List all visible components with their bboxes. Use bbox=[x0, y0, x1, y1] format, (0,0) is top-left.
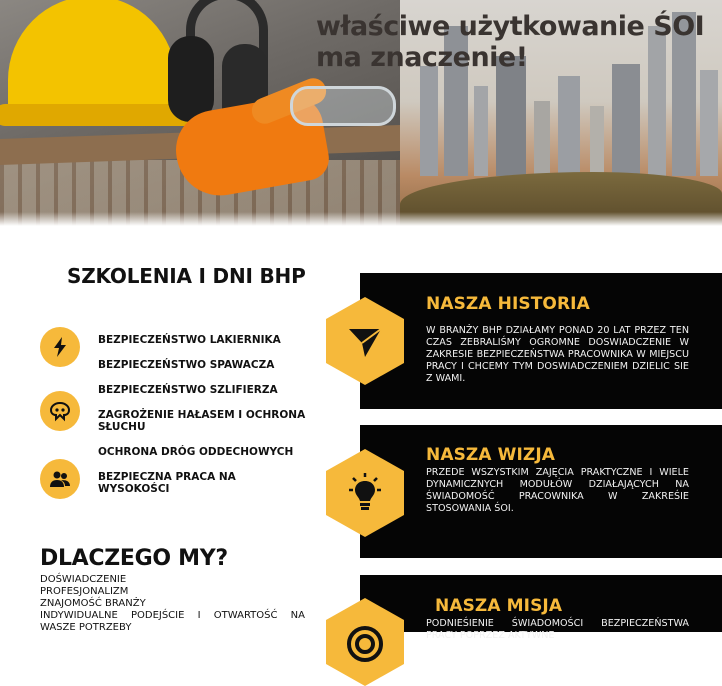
why-item: ZNAJOMOŚĆ BRANŻY bbox=[40, 598, 146, 609]
training-item-3: BEZPIECZEŃSTWO SZLIFIERZA bbox=[98, 384, 278, 396]
lightning-icon bbox=[40, 327, 80, 367]
ear-protection-icon bbox=[40, 391, 80, 431]
training-item-1: BEZPIECZEŃSTWO LAKIERNIKA bbox=[98, 334, 281, 346]
why-item: PROFESJONALIZM bbox=[40, 586, 129, 597]
trainings-title: SZKOLENIA I DNI BHP bbox=[67, 264, 306, 288]
lightbulb-icon bbox=[345, 473, 385, 515]
why-item: INDYWIDUALNE PODEJŚCIE I OTWARTOŚĆ NA bbox=[40, 610, 305, 621]
mission-card bbox=[360, 575, 722, 641]
earmuffs-image bbox=[168, 36, 214, 122]
why-us-list bbox=[40, 574, 305, 634]
training-item-4: ZAGROŻENIE HAŁASEM I OCHRONA SŁUCHU bbox=[98, 409, 306, 433]
vision-hexagon bbox=[326, 449, 404, 537]
vision-text: PRZEDE WSZYSTKIM ZAJĘCIA PRAKTYCZNE I WIELE DYNAMICZNYCH MODUŁÓW DZIAŁAJĄCYCH NA ŚWIADOMOŚĆ PRACOWNIKA W ZAKREŚIE STOSOWANIA ŚOI. bbox=[426, 467, 689, 514]
goggles-image bbox=[290, 86, 396, 126]
training-item-5: OCHRONA DRÓG ODDECHOWYCH bbox=[98, 446, 294, 458]
why-us-title: DLACZEGO MY? bbox=[40, 546, 228, 571]
people-icon bbox=[40, 459, 80, 499]
history-text: W BRANŻY BHP DZIAŁAMY PONAD 20 LAT PRZEZ TEN CZAS ZEBRALIŚMY OGROMNE DOSWIADCZENIE W ZAKRESIE BEZPIECZEŃSTWA PRACOWNIKA W MIEJSCU PRACY I CHCEMY TYM DOSWIADCZENIEM DZIELIC SIE Z WAMI. bbox=[426, 325, 689, 384]
target-icon bbox=[345, 622, 385, 662]
mission-title: NASZA MISJA bbox=[435, 596, 563, 616]
paper-plane-icon bbox=[345, 321, 385, 361]
training-item-6: BEZPIECZNA PRACA NA WYSOKOŚCI bbox=[98, 471, 236, 495]
history-title: NASZA HISTORIA bbox=[426, 294, 590, 314]
hero-headline: właściwe użytkowanie ŚOI ma znaczenie! bbox=[316, 11, 705, 73]
training-item-2: BEZPIECZEŃSTWO SPAWACZA bbox=[98, 359, 275, 371]
history-hexagon bbox=[326, 297, 404, 385]
why-item: DOŚWIADCZENIE bbox=[40, 574, 127, 585]
history-card bbox=[360, 273, 722, 409]
vision-title: NASZA WIZJA bbox=[426, 445, 556, 465]
mission-hexagon bbox=[326, 598, 404, 686]
mission-text: PODNIEŚIENIE ŚWIADOMOŚCI BEZPIECZEŃSTWA PRACY POPRZEZ AKTYWNE bbox=[426, 618, 689, 641]
vision-card bbox=[360, 425, 722, 558]
why-item: WASZE POTRZEBY bbox=[40, 622, 132, 633]
hero-banner bbox=[0, 0, 722, 226]
